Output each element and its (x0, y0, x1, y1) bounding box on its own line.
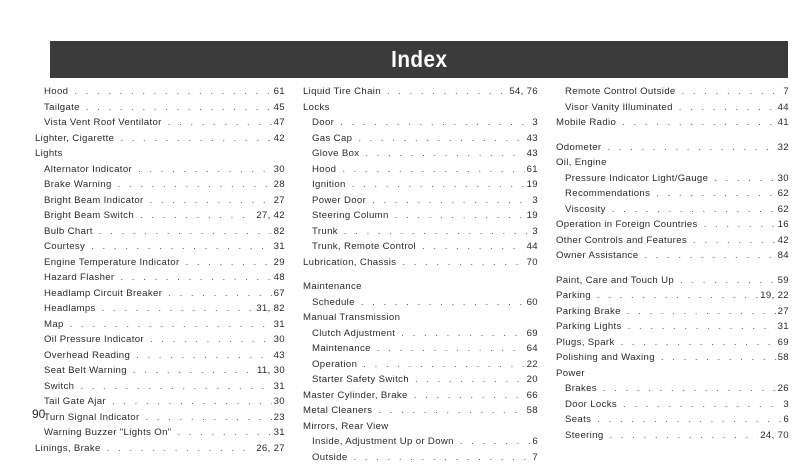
index-heading (303, 281, 538, 297)
index-entry (556, 414, 789, 430)
entry-label: Seat Belt Warning (44, 365, 127, 376)
entry-label: Gas Cap (312, 133, 352, 144)
dot-leader (612, 204, 776, 215)
dot-leader (102, 303, 255, 314)
dot-leader (185, 257, 271, 268)
index-entry (303, 86, 538, 102)
index-column-3 (556, 86, 789, 445)
index-entry (556, 430, 789, 446)
entry-label: Tailgate (44, 102, 80, 113)
dot-leader (168, 117, 272, 128)
entry-page-ref: 3 (783, 399, 789, 410)
entry-label: Operation in Foreign Countries (556, 219, 698, 230)
entry-label: Outside (312, 452, 348, 463)
index-banner (50, 41, 788, 78)
dot-leader (704, 219, 776, 230)
index-entry (556, 275, 789, 291)
index-entry (35, 319, 285, 335)
dot-leader (80, 381, 271, 392)
entry-label: Other Controls and Features (556, 235, 687, 246)
entry-label: Lighter, Cigarette (35, 133, 114, 144)
entry-page-ref: 59 (778, 275, 789, 286)
entry-page-ref: 84 (778, 250, 789, 261)
entry-page-ref: 31 (274, 427, 285, 438)
index-entry (35, 443, 285, 459)
entry-page-ref: 31 (274, 381, 285, 392)
entry-label: Steering Column (312, 210, 389, 221)
dot-leader (693, 235, 776, 246)
index-entry (556, 337, 789, 353)
entry-page-ref: 26, 27 (256, 443, 285, 454)
index-entry (35, 350, 285, 366)
entry-page-ref: 69 (527, 328, 538, 339)
entry-label: Maintenance (312, 343, 371, 354)
index-entry (303, 241, 538, 257)
entry-label: Recommendations (565, 188, 650, 199)
dot-leader (136, 350, 271, 361)
entry-page-ref: 41 (778, 117, 789, 128)
entry-page-ref: 30 (778, 173, 789, 184)
page-title: Index (391, 46, 447, 73)
dot-leader (133, 365, 255, 376)
dot-leader (352, 179, 525, 190)
dot-leader (74, 86, 271, 97)
entry-page-ref: 24, 70 (760, 430, 789, 441)
dot-leader (138, 164, 272, 175)
dot-leader (146, 412, 272, 423)
entry-label: Linings, Brake (35, 443, 101, 454)
index-entry (35, 257, 285, 273)
entry-label: Metal Cleaners (303, 405, 372, 416)
index-entry (35, 133, 285, 149)
entry-label: Vista Vent Roof Ventilator (44, 117, 162, 128)
index-entry (303, 179, 538, 195)
index-entry (303, 210, 538, 226)
dot-leader (656, 188, 775, 199)
dot-leader (414, 390, 525, 401)
dot-leader (354, 452, 531, 463)
entry-page-ref: 20 (527, 374, 538, 385)
entry-page-ref: 42 (778, 235, 789, 246)
dot-leader (644, 250, 775, 261)
entry-label: Overhead Reading (44, 350, 130, 361)
entry-label: Visor Vanity Illuminated (565, 102, 673, 113)
entry-label: Bulb Chart (44, 226, 93, 237)
entry-page-ref: 44 (778, 102, 789, 113)
entry-label: Trunk, Remote Control (312, 241, 416, 252)
index-entry (556, 117, 789, 133)
entry-page-ref: 43 (527, 133, 538, 144)
entry-page-ref: 27, 42 (256, 210, 285, 221)
dot-leader (150, 195, 272, 206)
index-entry (303, 257, 538, 273)
entry-label: Liquid Tire Chain (303, 86, 381, 97)
dot-leader (714, 173, 775, 184)
dot-leader (422, 241, 525, 252)
entry-label: Inside, Adjustment Up or Down (312, 436, 454, 447)
entry-page-ref: 44 (527, 241, 538, 252)
index-entry (35, 396, 285, 412)
dot-leader (682, 86, 782, 97)
dot-leader (623, 399, 781, 410)
entry-page-ref: 58 (778, 352, 789, 363)
index-entry (35, 288, 285, 304)
entry-label: Odometer (556, 142, 601, 153)
entry-label: Lights (35, 148, 63, 159)
entry-page-ref: 60 (527, 297, 538, 308)
entry-label: Paint, Care and Touch Up (556, 275, 674, 286)
dot-leader (365, 148, 524, 159)
entry-label: Door Locks (565, 399, 617, 410)
index-entry (35, 226, 285, 242)
entry-label: Trunk (312, 226, 338, 237)
dot-leader (607, 142, 775, 153)
index-entry (35, 210, 285, 226)
entry-page-ref: 45 (274, 102, 285, 113)
entry-page-ref: 11, 30 (257, 365, 285, 376)
index-entry (35, 164, 285, 180)
index-entry (303, 226, 538, 242)
entry-label: Hood (312, 164, 336, 175)
index-entry (303, 405, 538, 421)
index-entry (556, 219, 789, 235)
dot-leader (627, 306, 776, 317)
entry-label: Mobile Radio (556, 117, 616, 128)
entry-label: Map (44, 319, 64, 330)
entry-page-ref: 31 (274, 319, 285, 330)
entry-label: Operation (312, 359, 357, 370)
entry-label: Oil, Engine (556, 157, 607, 168)
dot-leader (112, 396, 272, 407)
dot-leader (358, 133, 524, 144)
dot-leader (178, 427, 272, 438)
index-entry (35, 241, 285, 257)
entry-label: Bright Beam Indicator (44, 195, 144, 206)
index-entry (303, 117, 538, 133)
entry-label: Hazard Flasher (44, 272, 114, 283)
index-entry (556, 399, 789, 415)
entry-page-ref: 42 (274, 133, 285, 144)
dot-leader (395, 210, 525, 221)
entry-label: Power (556, 368, 585, 379)
dot-leader (679, 102, 776, 113)
entry-label: Bright Beam Switch (44, 210, 134, 221)
entry-page-ref: 58 (527, 405, 538, 416)
entry-label: Hood (44, 86, 68, 97)
entry-page-ref: 61 (527, 164, 538, 175)
entry-page-ref: 3 (532, 195, 538, 206)
entry-label: Remote Control Outside (565, 86, 676, 97)
index-entry (35, 86, 285, 102)
entry-label: Steering (565, 430, 604, 441)
index-entry (35, 381, 285, 397)
entry-label: Warning Buzzer "Lights On" (44, 427, 172, 438)
dot-leader (140, 210, 254, 221)
dot-leader (70, 319, 272, 330)
entry-label: Ignition (312, 179, 346, 190)
index-entry (35, 195, 285, 211)
index-entry (556, 352, 789, 368)
dot-leader (603, 383, 776, 394)
index-entry (303, 297, 538, 313)
dot-leader (361, 297, 525, 308)
entry-page-ref: 31 (274, 241, 285, 252)
entry-page-ref: 30 (274, 334, 285, 345)
entry-page-ref: 43 (527, 148, 538, 159)
dot-leader (372, 195, 530, 206)
index-entry (303, 164, 538, 180)
entry-label: Lubrication, Chassis (303, 257, 396, 268)
entry-page-ref: 48 (274, 272, 285, 283)
entry-page-ref: 69 (778, 337, 789, 348)
entry-label: Tail Gate Ajar (44, 396, 106, 407)
entry-label: Headlamp Circuit Breaker (44, 288, 162, 299)
dot-leader (340, 117, 530, 128)
entry-page-ref: 16 (778, 219, 789, 230)
index-column-2 (303, 86, 538, 467)
entry-label: Courtesy (44, 241, 85, 252)
entry-label: Manual Transmission (303, 312, 400, 323)
index-entry (556, 102, 789, 118)
dot-leader (622, 117, 775, 128)
index-entry (556, 86, 789, 102)
entry-page-ref: 27 (274, 195, 285, 206)
entry-label: Clutch Adjustment (312, 328, 395, 339)
dot-leader (401, 328, 524, 339)
entry-label: Locks (303, 102, 330, 113)
entry-label: Brake Warning (44, 179, 112, 190)
index-entry (303, 133, 538, 149)
entry-page-ref: 31, 82 (256, 303, 285, 314)
dot-leader (363, 359, 524, 370)
index-entry (556, 204, 789, 220)
dot-leader (120, 133, 271, 144)
entry-page-ref: 67 (274, 288, 285, 299)
entry-page-ref: 54, 76 (509, 86, 538, 97)
index-entry (35, 272, 285, 288)
entry-page-ref: 22 (527, 359, 538, 370)
entry-page-ref: 29 (274, 257, 285, 268)
entry-label: Pressure Indicator Light/Gauge (565, 173, 708, 184)
index-entry (556, 173, 789, 189)
entry-label: Schedule (312, 297, 355, 308)
index-entry (35, 102, 285, 118)
dot-leader (107, 443, 255, 454)
entry-label: Brakes (565, 383, 597, 394)
dot-leader (99, 226, 272, 237)
dot-leader (621, 337, 776, 348)
dot-leader (628, 321, 776, 332)
entry-label: Glove Box (312, 148, 359, 159)
dot-leader (597, 290, 758, 301)
entry-page-ref: 7 (532, 452, 538, 463)
entry-page-ref: 19 (527, 210, 538, 221)
entry-label: Master Cylinder, Brake (303, 390, 408, 401)
index-entry (303, 436, 538, 452)
entry-label: Viscosity (565, 204, 606, 215)
entry-label: Door (312, 117, 334, 128)
entry-label: Plugs, Spark (556, 337, 615, 348)
entry-label: Owner Assistance (556, 250, 638, 261)
entry-label: Alternator Indicator (44, 164, 132, 175)
index-entry (35, 303, 285, 319)
entry-page-ref: 62 (778, 188, 789, 199)
dot-leader (415, 374, 525, 385)
index-entry (556, 321, 789, 337)
dot-leader (344, 226, 530, 237)
entry-page-ref: 43 (274, 350, 285, 361)
index-entry (35, 117, 285, 133)
dot-leader (377, 343, 525, 354)
index-entry (303, 452, 538, 467)
dot-leader (342, 164, 524, 175)
dot-leader (168, 288, 271, 299)
entry-label: Parking Brake (556, 306, 621, 317)
index-entry (303, 195, 538, 211)
index-entry (35, 412, 285, 428)
dot-leader (402, 257, 524, 268)
entry-label: Engine Temperature Indicator (44, 257, 179, 268)
entry-page-ref: 23 (274, 412, 285, 423)
entry-page-ref: 47 (274, 117, 285, 128)
index-entry (556, 235, 789, 251)
entry-page-ref: 26 (778, 383, 789, 394)
dot-leader (460, 436, 530, 447)
dot-leader (387, 86, 507, 97)
entry-label: Power Door (312, 195, 366, 206)
index-entry (303, 374, 538, 390)
entry-page-ref: 27 (778, 306, 789, 317)
index-column-1 (35, 86, 285, 458)
entry-label: Mirrors, Rear View (303, 421, 389, 432)
index-entry (556, 250, 789, 266)
entry-page-ref: 7 (783, 86, 789, 97)
index-entry (556, 188, 789, 204)
index-entry (35, 179, 285, 195)
index-entry (35, 427, 285, 443)
dot-leader (610, 430, 759, 441)
entry-label: Oil Pressure Indicator (44, 334, 144, 345)
index-entry (556, 306, 789, 322)
entry-label: Maintenance (303, 281, 362, 292)
index-entry (303, 343, 538, 359)
index-heading (35, 148, 285, 164)
index-heading (303, 421, 538, 437)
dot-leader (597, 414, 781, 425)
entry-page-ref: 64 (527, 343, 538, 354)
entry-page-ref: 19, 22 (760, 290, 789, 301)
entry-page-ref: 30 (274, 396, 285, 407)
entry-page-ref: 62 (778, 204, 789, 215)
entry-label: Parking (556, 290, 591, 301)
dot-leader (118, 179, 272, 190)
index-entry (556, 290, 789, 306)
dot-leader (91, 241, 271, 252)
index-entry (303, 328, 538, 344)
index-entry (556, 142, 789, 158)
dot-leader (86, 102, 272, 113)
index-heading (556, 368, 789, 384)
entry-label: Seats (565, 414, 591, 425)
entry-page-ref: 3 (532, 117, 538, 128)
entry-page-ref: 32 (778, 142, 789, 153)
entry-page-ref: 28 (274, 179, 285, 190)
page-number: 90 (32, 407, 45, 421)
entry-page-ref: 3 (532, 226, 538, 237)
dot-leader (680, 275, 776, 286)
dot-leader (378, 405, 524, 416)
index-entry (303, 390, 538, 406)
index-entry (35, 365, 285, 381)
entry-page-ref: 6 (532, 436, 538, 447)
index-entry (556, 383, 789, 399)
entry-label: Switch (44, 381, 74, 392)
dot-leader (661, 352, 776, 363)
index-entry (303, 359, 538, 375)
entry-page-ref: 70 (527, 257, 538, 268)
entry-label: Parking Lights (556, 321, 622, 332)
entry-page-ref: 30 (274, 164, 285, 175)
index-heading (556, 157, 789, 173)
entry-label: Headlamps (44, 303, 96, 314)
entry-page-ref: 31 (778, 321, 789, 332)
entry-page-ref: 6 (783, 414, 789, 425)
index-heading (303, 102, 538, 118)
index-entry (303, 148, 538, 164)
index-heading (303, 312, 538, 328)
entry-label: Starter Safety Switch (312, 374, 409, 385)
entry-label: Polishing and Waxing (556, 352, 655, 363)
entry-page-ref: 82 (274, 226, 285, 237)
entry-label: Turn Signal Indicator (44, 412, 140, 423)
entry-page-ref: 19 (527, 179, 538, 190)
entry-page-ref: 66 (527, 390, 538, 401)
index-entry (35, 334, 285, 350)
entry-page-ref: 61 (274, 86, 285, 97)
dot-leader (120, 272, 271, 283)
dot-leader (150, 334, 272, 345)
